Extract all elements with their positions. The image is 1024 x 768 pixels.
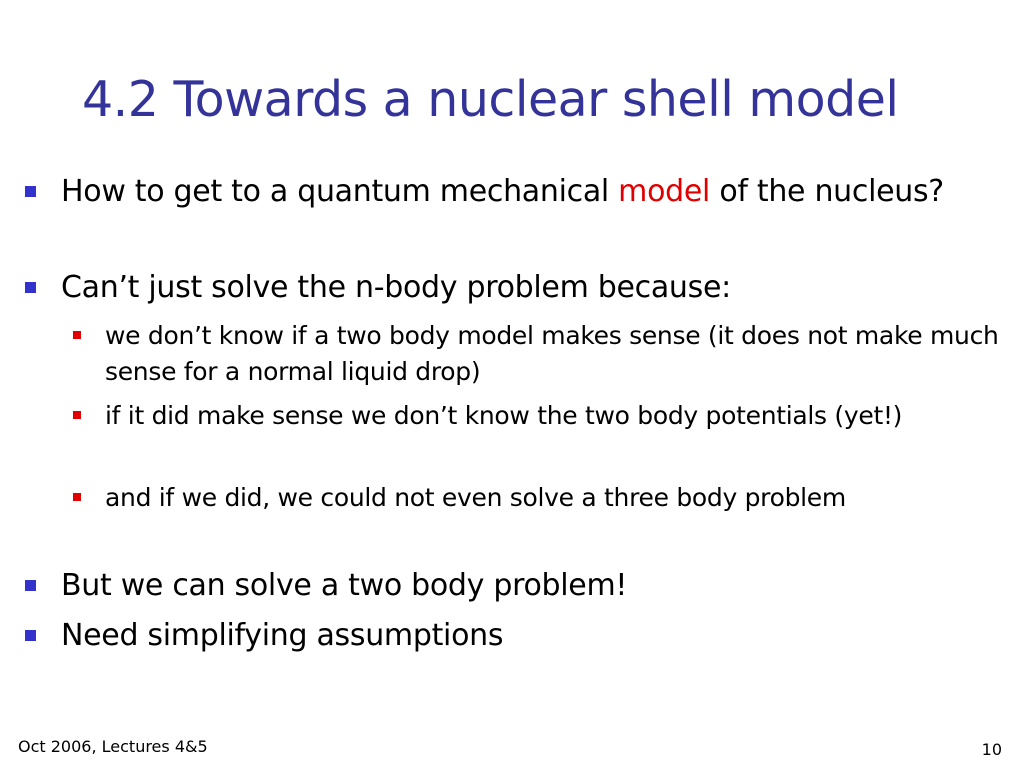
square-sub-bullet-icon <box>73 411 81 419</box>
sub-bullet-item <box>73 480 1008 516</box>
bullet-item <box>25 616 985 656</box>
square-bullet-icon <box>25 282 36 293</box>
sub-bullet-text: and if we did, we could not even solve a three body problem <box>105 483 846 512</box>
sub-bullet-text: we don’t know if a two body model makes sense (it does not make much sense for a normal liquid drop) <box>105 321 999 386</box>
square-bullet-icon <box>25 186 36 197</box>
bullet-text-after: of the nucleus? <box>710 174 944 209</box>
highlighted-word: model <box>618 174 711 209</box>
footer-date-label: Oct 2006, Lectures 4&5 <box>18 737 208 756</box>
square-bullet-icon <box>25 580 36 591</box>
square-bullet-icon <box>25 630 36 641</box>
sub-bullet-item <box>73 398 1008 434</box>
square-sub-bullet-icon <box>73 331 81 339</box>
bullet-item <box>25 172 985 212</box>
bullet-item <box>25 566 985 606</box>
sub-bullet-item <box>73 318 1008 390</box>
slide-title: 4.2 Towards a nuclear shell model <box>82 71 899 128</box>
bullet-text: Need simplifying assumptions <box>61 618 504 653</box>
square-sub-bullet-icon <box>73 493 81 501</box>
slide-number: 10 <box>981 740 1002 759</box>
bullet-text: But we can solve a two body problem! <box>61 568 628 603</box>
sub-bullet-text: if it did make sense we don’t know the two body potentials (yet!) <box>105 401 903 430</box>
bullet-item <box>25 268 985 308</box>
bullet-text-before: How to get to a quantum mechanical <box>61 174 619 209</box>
bullet-text: Can’t just solve the n-body problem because: <box>61 270 731 305</box>
bullet-text <box>61 172 985 212</box>
